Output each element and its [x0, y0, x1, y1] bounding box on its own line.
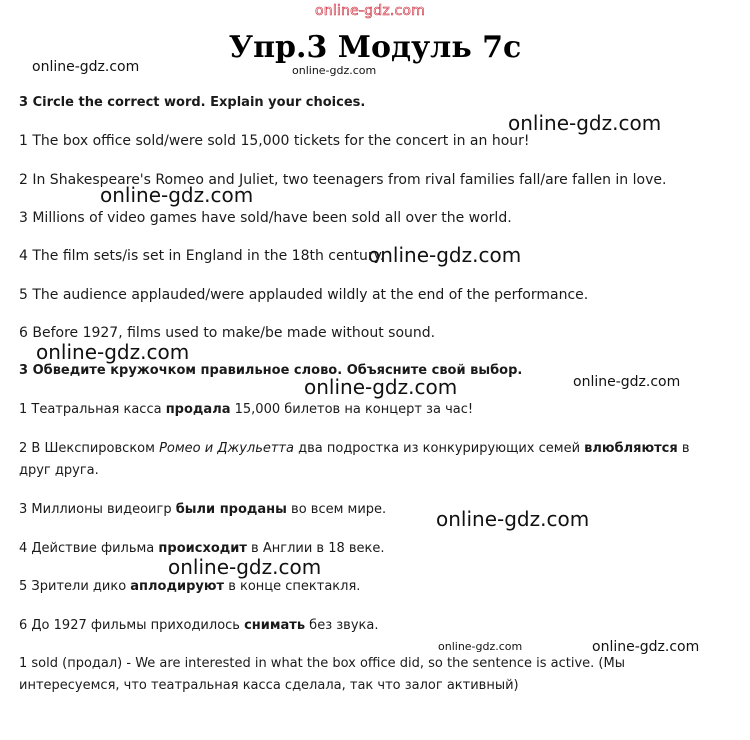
answer-word: происходит: [158, 541, 247, 556]
item-en-6: 6 Before 1927, films used to make/be made without sound.: [19, 325, 436, 341]
watermark: online-gdz.com: [100, 183, 254, 207]
text: два подростка из конкурирующих семей: [293, 441, 585, 456]
watermark: online-gdz.com: [592, 639, 700, 655]
item-ru-5: [19, 576, 360, 598]
answer-word: влюбляются: [584, 441, 678, 456]
watermark-top: online-gdz.com: [315, 3, 426, 19]
text: во всем мире.: [286, 502, 387, 517]
watermark: online-gdz.com: [32, 59, 140, 75]
text: 3 Миллионы видеоигр: [19, 502, 176, 517]
item-ru-2: [19, 438, 719, 482]
item-en-1: 1 The box office sold/were sold 15,000 tickets for the concert in an hour!: [19, 133, 530, 149]
item-en-3: 3 Millions of video games have sold/have been sold all over the world.: [19, 210, 512, 226]
text: 1 Театральная касса: [19, 402, 166, 417]
answer-word: аплодируют: [130, 579, 225, 594]
text: 2 В Шекспировском: [19, 441, 160, 456]
text: в друг друга.: [19, 441, 690, 478]
watermark: online-gdz.com: [292, 64, 377, 77]
watermark: online-gdz.com: [368, 243, 522, 267]
item-ru-6: [19, 615, 378, 637]
answer-word: были проданы: [175, 502, 287, 517]
item-ru-4: [19, 538, 385, 560]
watermark: online-gdz.com: [573, 374, 681, 390]
watermark: online-gdz.com: [508, 111, 662, 135]
watermark: online-gdz.com: [168, 555, 322, 579]
text: без звука.: [305, 618, 379, 633]
item-en-5: 5 The audience applauded/were applauded wildly at the end of the performance.: [19, 287, 589, 303]
answer-word: продала: [165, 402, 231, 417]
answer-word: снимать: [244, 618, 306, 633]
item-en-4: 4 The film sets/is set in England in the 18th century.: [19, 248, 385, 264]
play-title: Ромео и Джульетта: [159, 441, 294, 456]
watermark: online-gdz.com: [438, 640, 523, 653]
answer-explanation-1: 1 sold (продал) - We are interested in what the box office did, so the sentence is active. (Мы интересуемся, что театральная касса сделала, так что залог активный): [19, 656, 625, 693]
watermark: online-gdz.com: [304, 375, 458, 399]
item-ru-1: [19, 399, 473, 421]
exercise-heading-en: 3 Circle the correct word. Explain your choices.: [19, 95, 366, 110]
text: в конце спектакля.: [224, 579, 361, 594]
watermark: online-gdz.com: [436, 507, 590, 531]
text: 6 До 1927 фильмы приходилось: [19, 618, 245, 633]
text: 15,000 билетов на концерт за час!: [230, 402, 474, 417]
page-title: Упр.3 Модуль 7с: [228, 30, 522, 65]
text: в Англии в 18 веке.: [246, 541, 385, 556]
exercise-heading-ru: 3 Обведите кружочком правильное слово. Объясните свой выбор.: [19, 363, 523, 378]
text: 4 Действие фильма: [19, 541, 159, 556]
item-en-2: 2 In Shakespeare's Romeo and Juliet, two teenagers from rival families fall/are fallen in love.: [19, 172, 667, 188]
watermark: online-gdz.com: [36, 340, 190, 364]
text: 5 Зрители дико: [19, 579, 131, 594]
item-ru-3: [19, 499, 386, 521]
